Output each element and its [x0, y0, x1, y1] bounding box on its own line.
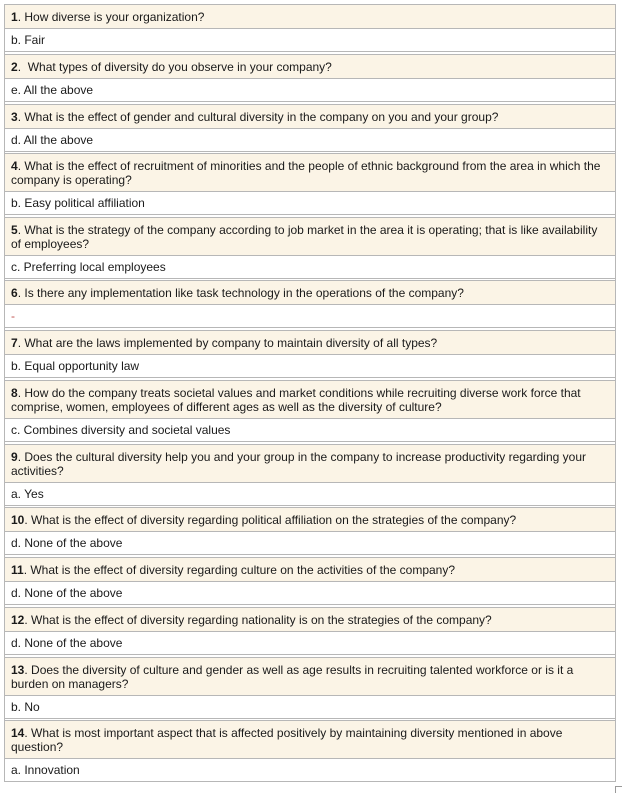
answer-cell [5, 532, 616, 555]
question-row [5, 658, 616, 696]
answer-cell [5, 79, 616, 102]
answer-row [5, 483, 616, 506]
answer-row [5, 696, 616, 719]
answer-row [5, 532, 616, 555]
question-cell [5, 154, 616, 192]
question-text: What is most important aspect that is affected positively by maintaining diversity mentioned in above question? [11, 725, 563, 754]
question-separator: . [17, 335, 25, 350]
question-text: What types of diversity do you observe in your company? [27, 59, 332, 74]
answer-cell [5, 582, 616, 605]
answer-text: d. All the above [11, 133, 94, 147]
question-row [5, 55, 616, 79]
answer-cell [5, 355, 616, 378]
question-row [5, 105, 616, 129]
question-separator: . [23, 562, 31, 577]
question-separator: . [17, 109, 25, 124]
question-separator: . [24, 512, 32, 527]
question-cell [5, 105, 616, 129]
answer-cell [5, 256, 616, 279]
question-cell [5, 331, 616, 355]
question-text: What is the strategy of the company according to job market in the area it is operating; that is like availability of employees? [11, 222, 598, 251]
survey-body [5, 5, 616, 782]
answer-row [5, 192, 616, 215]
question-row [5, 508, 616, 532]
answer-cell [5, 759, 616, 782]
question-separator: . [17, 385, 25, 400]
question-row [5, 445, 616, 483]
question-separator: . [17, 285, 25, 300]
question-row [5, 558, 616, 582]
question-text: What is the effect of recruitment of minorities and the people of ethnic background from the area in which the company is operating? [11, 158, 601, 187]
question-text: Does the diversity of culture and gender as well as age results in recruiting talented workforce or is it a burden on managers? [11, 662, 574, 691]
question-number: 3 [11, 109, 18, 124]
answer-text: - [11, 309, 15, 323]
answer-text: c. Combines diversity and societal values [11, 423, 231, 437]
question-number: 12 [11, 612, 25, 627]
question-cell [5, 218, 616, 256]
question-cell [5, 281, 616, 305]
question-number: 6 [11, 285, 18, 300]
answer-text: b. Equal opportunity law [11, 359, 140, 373]
question-number: 14 [11, 725, 25, 740]
question-separator: . [17, 158, 25, 173]
answer-row [5, 79, 616, 102]
question-number: 1 [11, 9, 18, 24]
answer-cell [5, 696, 616, 719]
question-text: What is the effect of gender and cultural diversity in the company on you and your group? [24, 109, 499, 124]
question-cell [5, 721, 616, 759]
question-row [5, 281, 616, 305]
question-separator: . [24, 612, 32, 627]
question-number: 7 [11, 335, 18, 350]
answer-row [5, 305, 616, 328]
question-separator: . [17, 222, 25, 237]
question-cell [5, 508, 616, 532]
question-cell [5, 5, 616, 29]
question-text: What is the effect of diversity regarding nationality is on the strategies of the company? [31, 612, 492, 627]
question-separator: . [17, 449, 25, 464]
answer-cell [5, 305, 616, 328]
question-row [5, 721, 616, 759]
question-number: 10 [11, 512, 25, 527]
question-cell [5, 445, 616, 483]
question-text: How do the company treats societal values and market conditions while recruiting diverse work force that comprise, women, employees of different ages as well as the diversity of culture? [11, 385, 581, 414]
question-number: 2 [11, 59, 18, 74]
answer-cell [5, 632, 616, 655]
answer-cell [5, 29, 616, 52]
answer-text: b. No [11, 700, 40, 714]
question-cell [5, 55, 616, 79]
answer-cell [5, 129, 616, 152]
answer-cell [5, 192, 616, 215]
question-row [5, 331, 616, 355]
answer-row [5, 632, 616, 655]
question-number: 9 [11, 449, 18, 464]
question-text: What is the effect of diversity regarding political affiliation on the strategies of the company? [31, 512, 517, 527]
answer-row [5, 759, 616, 782]
answer-text: d. None of the above [11, 536, 123, 550]
answer-text: a. Innovation [11, 763, 80, 777]
question-separator: . [17, 9, 25, 24]
question-row [5, 154, 616, 192]
question-number: 8 [11, 385, 18, 400]
question-row [5, 381, 616, 419]
question-number: 13 [11, 662, 25, 677]
answer-row [5, 256, 616, 279]
question-cell [5, 608, 616, 632]
question-cell [5, 381, 616, 419]
question-text: What are the laws implemented by company to maintain diversity of all types? [24, 335, 438, 350]
survey-table [4, 4, 616, 782]
question-number: 5 [11, 222, 18, 237]
question-number: 11 [11, 562, 24, 577]
question-text: Is there any implementation like task technology in the operations of the company? [24, 285, 464, 300]
question-row [5, 608, 616, 632]
answer-text: d. None of the above [11, 636, 123, 650]
answer-row [5, 419, 616, 442]
answer-text: c. Preferring local employees [11, 260, 166, 274]
question-text: How diverse is your organization? [24, 9, 205, 24]
answer-text: a. Yes [11, 487, 44, 501]
answer-row [5, 582, 616, 605]
answer-text: d. None of the above [11, 586, 123, 600]
answer-row [5, 355, 616, 378]
question-cell [5, 658, 616, 696]
question-cell [5, 558, 616, 582]
page-corner-mark [615, 786, 622, 793]
question-text: What is the effect of diversity regarding culture on the activities of the company? [30, 562, 456, 577]
question-separator: . [24, 662, 32, 677]
answer-row [5, 129, 616, 152]
question-separator: . [17, 59, 28, 74]
question-row [5, 5, 616, 29]
answer-row [5, 29, 616, 52]
question-row [5, 218, 616, 256]
answer-text: b. Fair [11, 33, 46, 47]
answer-cell [5, 483, 616, 506]
question-text: Does the cultural diversity help you and your group in the company to increase productivity regarding your activities? [11, 449, 586, 478]
answer-text: e. All the above [11, 83, 94, 97]
question-number: 4 [11, 158, 18, 173]
answer-cell [5, 419, 616, 442]
answer-text: b. Easy political affiliation [11, 196, 145, 210]
question-separator: . [24, 725, 32, 740]
